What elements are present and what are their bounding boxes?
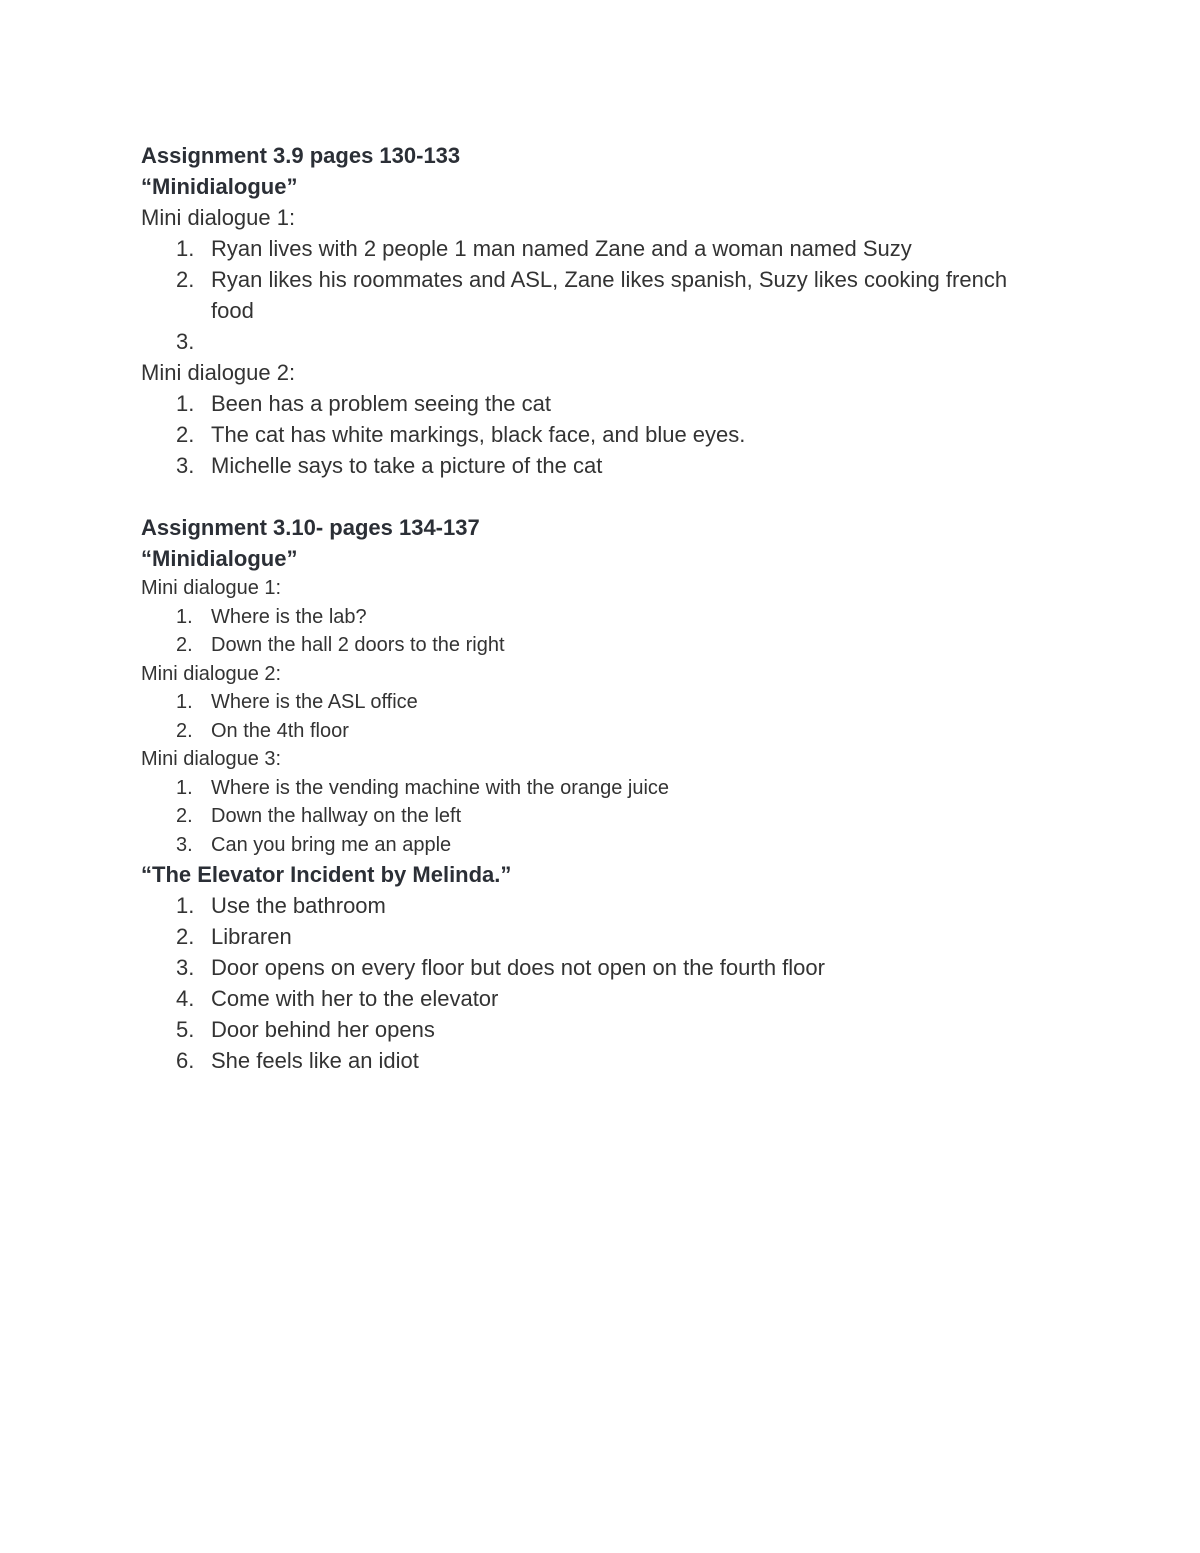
mini-dialogue-2-list [141, 388, 1041, 481]
list-item: 3. Can you bring me an apple [176, 833, 452, 856]
list-item: 3. [176, 329, 195, 354]
minidialogue-subtitle: “Minidialogue” [141, 174, 298, 199]
list-item: 2. Down the hall 2 doors to the right [176, 634, 505, 656]
list-item: 1. Where is the lab? [176, 605, 367, 628]
list-item: 1. Use the bathroom [176, 893, 386, 918]
list-item: 6. She feels like an idiot [176, 1048, 419, 1073]
mini-dialogue-1-list [141, 233, 1041, 357]
minidialogue-subtitle-2: “Minidialogue” [141, 546, 298, 571]
list-item: 5. Door behind her opens [176, 1017, 435, 1042]
mini-dialogue-2-label: Mini dialogue 2: [141, 360, 296, 385]
list-item: 3. Door opens on every floor but does not open on the fourth floor [176, 955, 825, 980]
mini-dialogue-2-list [141, 688, 1041, 745]
list-item: 2. Libraren [176, 924, 292, 949]
elevator-incident-title: “The Elevator Incident by Melinda.” [141, 862, 512, 887]
list-item: 3. Michelle says to take a picture of the cat [176, 453, 603, 478]
list-item: 1. Been has a problem seeing the cat [176, 391, 552, 416]
list-item: 2. Ryan likes his roommates and ASL, Zane likes spanish, Suzy likes cooking french food [176, 267, 1008, 323]
mini-dialogue-3-label: Mini dialogue 3: [141, 748, 282, 770]
list-item: 2. On the 4th floor [176, 719, 349, 742]
list-item: 2. The cat has white markings, black face, and blue eyes. [176, 422, 746, 447]
list-item: 1. Ryan lives with 2 people 1 man named Zane and a woman named Suzy [176, 236, 912, 261]
list-item: 4. Come with her to the elevator [176, 986, 499, 1011]
spacer [141, 481, 1041, 512]
document-page [141, 140, 1041, 1076]
mini-dialogue-1-label: Mini dialogue 1: [141, 205, 296, 230]
assignment-3-9-title: Assignment 3.9 pages 130-133 [141, 143, 461, 168]
list-item: 1. Where is the ASL office [176, 691, 418, 713]
mini-dialogue-1-label: Mini dialogue 1: [141, 577, 282, 599]
mini-dialogue-2-label: Mini dialogue 2: [141, 662, 282, 685]
assignment-3-10-title: Assignment 3.10- pages 134-137 [141, 515, 480, 540]
list-item: 1. Where is the vending machine with the orange juice [176, 776, 670, 799]
list-item: 2. Down the hallway on the left [176, 805, 462, 827]
elevator-incident-list [141, 890, 1041, 1076]
mini-dialogue-3-list [141, 774, 1041, 860]
mini-dialogue-1-list [141, 603, 1041, 660]
